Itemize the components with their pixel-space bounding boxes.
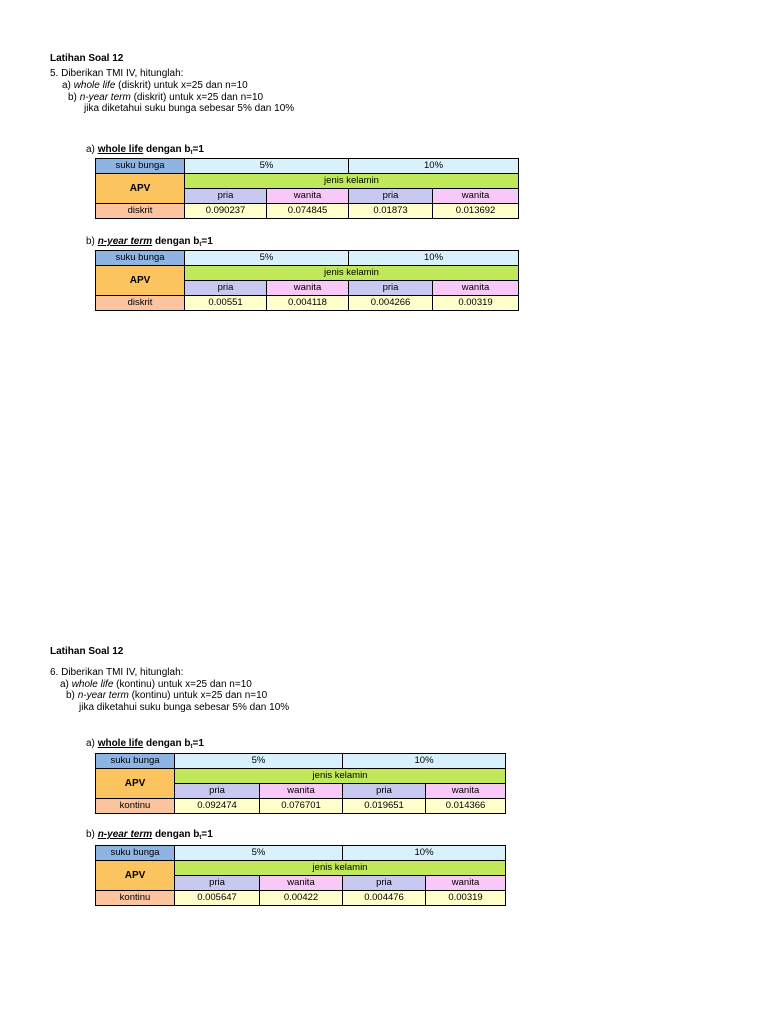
rate-5-header: 5% bbox=[175, 754, 343, 769]
value-cell: 0.004266 bbox=[349, 296, 433, 311]
value-cell: 0.005647 bbox=[175, 891, 260, 906]
jenis-kelamin-header: jenis kelamin bbox=[185, 266, 519, 281]
col-pria: pria bbox=[185, 189, 267, 204]
section1-note: jika diketahui suku bunga sebesar 5% dan 10% bbox=[84, 103, 295, 114]
table-row bbox=[96, 204, 519, 219]
item-a-rest: (kontinu) untuk x=25 dan n=10 bbox=[116, 679, 252, 690]
col-wanita: wanita bbox=[267, 281, 349, 296]
value-cell: 0.076701 bbox=[260, 799, 343, 814]
section1-title: Latihan Soal 12 bbox=[50, 53, 124, 64]
heading-mid: dengan $b_t=1$ bbox=[154, 236, 213, 248]
item-b-term: n-year term bbox=[79, 92, 131, 103]
value-cell: 0.014366 bbox=[426, 799, 506, 814]
jenis-kelamin-header: jenis kelamin bbox=[175, 861, 506, 876]
heading-prefix: a) bbox=[86, 738, 95, 749]
rate-10-header: 10% bbox=[349, 251, 519, 266]
heading-term: whole life bbox=[97, 738, 144, 749]
col-pria: pria bbox=[343, 876, 426, 891]
suku-bunga-label: suku bunga bbox=[96, 846, 175, 861]
col-pria: pria bbox=[185, 281, 267, 296]
apv-label: APV bbox=[96, 769, 175, 799]
rate-10-header: 10% bbox=[343, 846, 506, 861]
apv-table bbox=[95, 753, 506, 814]
heading-term: n-year term bbox=[97, 236, 153, 247]
table-heading bbox=[86, 144, 204, 159]
jenis-kelamin-header: jenis kelamin bbox=[175, 769, 506, 784]
section1-question-lead: 5. Diberikan TMI IV, hitunglah: bbox=[50, 68, 184, 79]
item-a-prefix: a) bbox=[60, 679, 69, 690]
apv-table bbox=[95, 845, 506, 906]
row-label: diskrit bbox=[96, 204, 185, 219]
section2-item-b bbox=[66, 690, 267, 702]
col-wanita: wanita bbox=[426, 876, 506, 891]
item-a-rest: (diskrit) untuk x=25 dan n=10 bbox=[118, 80, 248, 91]
table-row bbox=[96, 799, 506, 814]
item-b-term: n-year term bbox=[77, 690, 129, 701]
row-label: kontinu bbox=[96, 891, 175, 906]
item-b-prefix: b) bbox=[68, 92, 77, 103]
item-b-rest: (diskrit) untuk x=25 dan n=10 bbox=[133, 92, 264, 103]
col-pria: pria bbox=[175, 876, 260, 891]
item-b-prefix: b) bbox=[66, 690, 75, 701]
value-cell: 0.092474 bbox=[175, 799, 260, 814]
value-cell: 0.004118 bbox=[267, 296, 349, 311]
row-label: diskrit bbox=[96, 296, 185, 311]
value-cell: 0.004476 bbox=[343, 891, 426, 906]
heading-mid: dengan $b_t=1$ bbox=[146, 738, 204, 750]
apv-label: APV bbox=[96, 174, 185, 204]
section2-question-lead: 6. Diberikan TMI IV, hitunglah: bbox=[50, 667, 184, 678]
row-label: kontinu bbox=[96, 799, 175, 814]
item-b-rest: (kontinu) untuk x=25 dan n=10 bbox=[131, 690, 268, 701]
section1-item-a bbox=[62, 80, 248, 92]
value-cell: 0.074845 bbox=[267, 204, 349, 219]
section2-note: jika diketahui suku bunga sebesar 5% dan 10% bbox=[79, 702, 290, 713]
rate-5-header: 5% bbox=[185, 251, 349, 266]
col-pria: pria bbox=[343, 784, 426, 799]
value-cell: 0.090237 bbox=[185, 204, 267, 219]
item-a-term: whole life bbox=[71, 679, 114, 690]
heading-prefix: b) bbox=[86, 236, 95, 247]
value-cell: 0.00422 bbox=[260, 891, 343, 906]
rate-10-header: 10% bbox=[343, 754, 506, 769]
value-cell: 0.019651 bbox=[343, 799, 426, 814]
heading-prefix: b) bbox=[86, 829, 95, 840]
value-cell: 0.00319 bbox=[433, 296, 519, 311]
value-cell: 0.00551 bbox=[185, 296, 267, 311]
table-heading bbox=[86, 738, 204, 753]
value-cell: 0.00319 bbox=[426, 891, 506, 906]
rate-10-header: 10% bbox=[349, 159, 519, 174]
item-a-prefix: a) bbox=[62, 80, 71, 91]
col-wanita: wanita bbox=[260, 784, 343, 799]
table-heading bbox=[86, 829, 213, 844]
heading-term: whole life bbox=[97, 144, 144, 155]
apv-table bbox=[95, 158, 519, 219]
col-wanita: wanita bbox=[260, 876, 343, 891]
col-pria: pria bbox=[349, 281, 433, 296]
col-wanita: wanita bbox=[433, 281, 519, 296]
apv-label: APV bbox=[96, 266, 185, 296]
heading-mid: dengan $b_t=1$ bbox=[154, 829, 213, 841]
col-wanita: wanita bbox=[426, 784, 506, 799]
rate-5-header: 5% bbox=[185, 159, 349, 174]
heading-prefix: a) bbox=[86, 144, 95, 155]
jenis-kelamin-header: jenis kelamin bbox=[185, 174, 519, 189]
rate-5-header: 5% bbox=[175, 846, 343, 861]
suku-bunga-label: suku bunga bbox=[96, 754, 175, 769]
apv-table bbox=[95, 250, 519, 311]
apv-label: APV bbox=[96, 861, 175, 891]
table-row bbox=[96, 296, 519, 311]
suku-bunga-label: suku bunga bbox=[96, 159, 185, 174]
suku-bunga-label: suku bunga bbox=[96, 251, 185, 266]
col-wanita: wanita bbox=[267, 189, 349, 204]
item-a-term: whole life bbox=[73, 80, 116, 91]
table-heading bbox=[86, 236, 213, 251]
value-cell: 0.013692 bbox=[433, 204, 519, 219]
value-cell: 0.01873 bbox=[349, 204, 433, 219]
heading-mid: dengan $b_t=1$ bbox=[146, 144, 204, 156]
heading-term: n-year term bbox=[97, 829, 153, 840]
table-row bbox=[96, 891, 506, 906]
col-wanita: wanita bbox=[433, 189, 519, 204]
col-pria: pria bbox=[349, 189, 433, 204]
section2-title: Latihan Soal 12 bbox=[50, 646, 124, 657]
col-pria: pria bbox=[175, 784, 260, 799]
